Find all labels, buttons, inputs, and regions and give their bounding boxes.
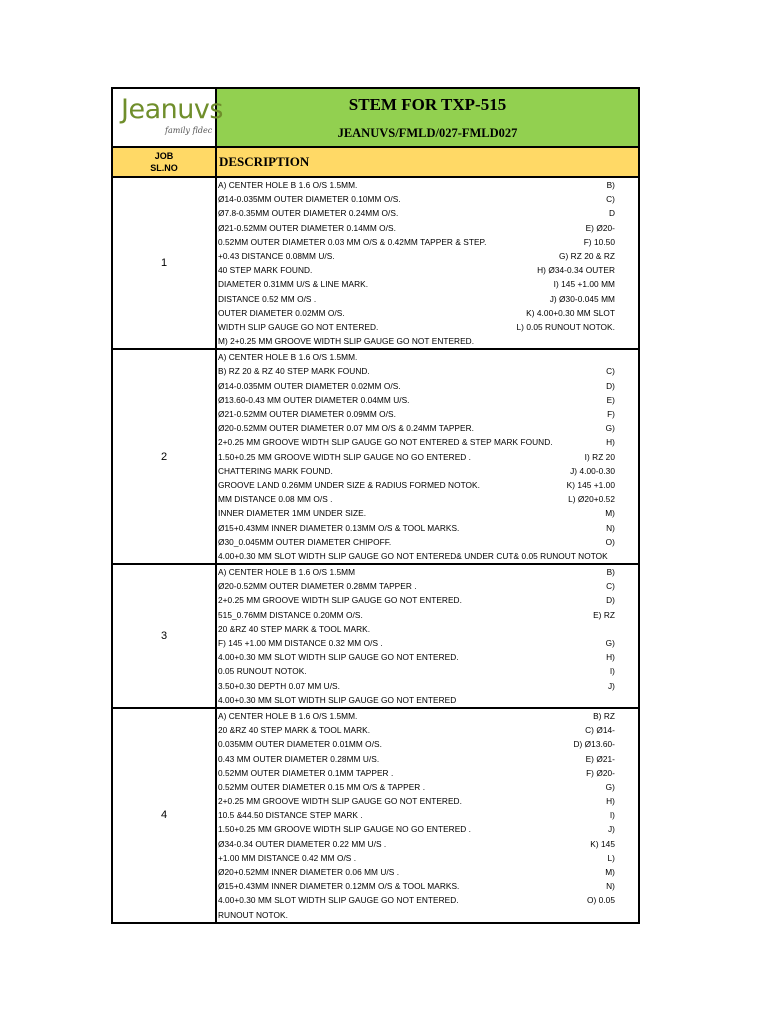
- document-code: JEANUVS/FMLD/027-FMLD027: [337, 126, 518, 140]
- description-text: F) 145 +1.00 MM DISTANCE 0.32 MM O/S .: [218, 638, 383, 648]
- description-line: [218, 549, 637, 563]
- description-line: [218, 879, 637, 893]
- column-header-row: [112, 147, 639, 177]
- description-text: +0.43 DISTANCE 0.08MM U/S.: [218, 250, 335, 261]
- description-text: A) CENTER HOLE B 1.6 O/S 1.5MM.: [218, 352, 358, 363]
- description-continuation: J): [607, 824, 615, 835]
- job-number: 1: [112, 177, 216, 349]
- description-continuation: E) Ø20-: [585, 222, 615, 233]
- description-line: [218, 277, 637, 291]
- description-line: [218, 506, 637, 520]
- description-continuation: [615, 622, 637, 636]
- description-continuation: D) Ø13.60-: [573, 739, 615, 750]
- description-text: 2+0.25 MM GROOVE WIDTH SLIP GAUGE GO NOT ENTERED & STEP MARK FOUND.: [218, 437, 553, 448]
- description-text: 0.43 MM OUTER DIAMETER 0.28MM U/S.: [218, 753, 380, 764]
- description-line: [218, 492, 637, 506]
- description-text: 20 &RZ 40 STEP MARK & TOOL MARK.: [218, 725, 371, 736]
- description-text: OUTER DIAMETER 0.02MM O/S.: [218, 307, 345, 318]
- description-text: Ø20+0.52MM INNER DIAMETER 0.06 MM U/S .: [218, 867, 400, 877]
- description-continuation: J) 4.00-0.30: [570, 465, 615, 476]
- description-line: [218, 579, 637, 593]
- description-continuation: E): [606, 394, 615, 405]
- description-line: [218, 450, 637, 464]
- description-text: 515_0.76MM DISTANCE 0.20MM O/S.: [218, 609, 363, 620]
- description-line: [218, 521, 637, 535]
- description-continuation: I): [609, 810, 615, 821]
- description-text: 4.00+0.30 MM SLOT WIDTH SLIP GAUGE GO NOT ENTERED.: [218, 652, 459, 663]
- description-continuation: K) 4.00+0.30 MM SLOT: [526, 307, 615, 318]
- description-continuation: D: [608, 208, 615, 219]
- description-line: [218, 206, 637, 220]
- description-line: [218, 893, 637, 907]
- description-line: [218, 865, 637, 879]
- description-line: [218, 235, 637, 249]
- description-continuation: H): [606, 437, 615, 448]
- description-text: 0.52MM OUTER DIAMETER 0.1MM TAPPER .: [218, 767, 394, 778]
- description-text: A) CENTER HOLE B 1.6 O/S 1.5MM.: [218, 180, 358, 190]
- description-continuation: B): [606, 180, 615, 190]
- description-text: 1.50+0.25 MM GROOVE WIDTH SLIP GAUGE NO GO ENTERED .: [218, 451, 472, 462]
- description-line: [218, 693, 637, 707]
- slno-header-line: SL.NO: [150, 163, 178, 173]
- description-continuation: C) Ø14-: [585, 725, 615, 736]
- description-continuation: C): [606, 581, 615, 592]
- description-cell: [216, 708, 639, 923]
- table-row: [112, 708, 639, 923]
- description-line: [218, 908, 637, 922]
- description-header: DESCRIPTION: [216, 147, 639, 177]
- description-line: [218, 723, 637, 737]
- description-continuation: I) 145 +1.00 MM: [553, 279, 615, 290]
- description-continuation: B): [606, 567, 615, 578]
- description-line: [218, 593, 637, 607]
- logo-tagline: family fldec: [165, 126, 213, 135]
- description-line: [218, 263, 637, 277]
- description-text: MM DISTANCE 0.08 MM O/S .: [218, 494, 333, 505]
- inspection-table: [111, 87, 640, 924]
- description-line: [218, 320, 637, 334]
- description-continuation: H): [606, 652, 615, 663]
- description-continuation: C): [606, 194, 615, 205]
- description-continuation: G) RZ 20 & RZ: [559, 250, 615, 261]
- description-text: 3.50+0.30 DEPTH 0.07 MM U/S.: [218, 680, 340, 691]
- description-text: 40 STEP MARK FOUND.: [218, 265, 313, 276]
- description-text: 2+0.25 MM GROOVE WIDTH SLIP GAUGE GO NOT ENTERED.: [218, 595, 462, 606]
- description-line: [218, 622, 637, 636]
- description-line: [218, 794, 637, 808]
- table-row: [112, 177, 639, 349]
- description-continuation: G): [605, 423, 615, 434]
- description-line: [218, 780, 637, 794]
- description-text: Ø30_0.045MM OUTER DIAMETER CHIPOFF.: [218, 536, 392, 547]
- description-line: [218, 421, 637, 435]
- description-text: GROOVE LAND 0.26MM UNDER SIZE & RADIUS FORMED NOTOK.: [218, 479, 480, 490]
- description-line: [218, 608, 637, 622]
- description-continuation: I) RZ 20: [584, 451, 615, 462]
- description-continuation: F): [607, 409, 615, 419]
- job-slno-header: [112, 147, 216, 177]
- job-number: 4: [112, 708, 216, 923]
- description-text: Ø14-0.035MM OUTER DIAMETER 0.02MM O/S.: [218, 380, 401, 391]
- description-continuation: D): [606, 380, 615, 391]
- description-line: [218, 249, 637, 263]
- description-text: Ø21-0.52MM OUTER DIAMETER 0.09MM O/S.: [218, 409, 396, 419]
- description-line: [218, 334, 637, 348]
- description-text: 1.50+0.25 MM GROOVE WIDTH SLIP GAUGE NO GO ENTERED .: [218, 824, 472, 835]
- description-text: 4.00+0.30 MM SLOT WIDTH SLIP GAUGE GO NOT ENTERED: [218, 694, 457, 705]
- description-line: [218, 221, 637, 235]
- description-line: [218, 766, 637, 780]
- description-line: [218, 350, 637, 364]
- description-line: [218, 822, 637, 836]
- description-line: [218, 808, 637, 822]
- description-continuation: [615, 350, 637, 364]
- logo-cell: [112, 88, 223, 147]
- job-number: 3: [112, 564, 216, 708]
- description-continuation: F) Ø20-: [586, 767, 615, 778]
- description-text: Ø13.60-0.43 MM OUTER DIAMETER 0.04MM U/S.: [218, 394, 410, 405]
- description-continuation: [615, 908, 637, 922]
- description-continuation: N): [606, 881, 615, 892]
- description-continuation: G): [605, 781, 615, 792]
- description-line: [218, 478, 637, 492]
- description-text: 4.00+0.30 MM SLOT WIDTH SLIP GAUGE GO NOT ENTERED.: [218, 895, 459, 906]
- description-continuation: E) Ø21-: [585, 753, 615, 764]
- description-text: Ø7.8-0.35MM OUTER DIAMETER 0.24MM O/S.: [218, 208, 399, 219]
- description-text: 10.5 &44.50 DISTANCE STEP MARK .: [218, 810, 363, 821]
- description-continuation: I): [609, 666, 615, 677]
- description-line: [218, 679, 637, 693]
- description-text: DIAMETER 0.31MM U/S & LINE MARK.: [218, 279, 369, 290]
- description-continuation: F) 10.50: [583, 236, 615, 247]
- description-line: [218, 837, 637, 851]
- description-continuation: L) Ø20+0.52: [568, 494, 615, 505]
- description-text: M) 2+0.25 MM GROOVE WIDTH SLIP GAUGE GO NOT ENTERED.: [218, 336, 475, 347]
- table-row: [112, 564, 639, 708]
- description-text: DISTANCE 0.52 MM O/S .: [218, 293, 317, 304]
- description-text: 0.52MM OUTER DIAMETER 0.03 MM O/S & 0.42MM TAPPER & STEP.: [218, 236, 487, 247]
- description-continuation: O) 0.05: [586, 895, 615, 906]
- description-cell: [216, 177, 639, 349]
- description-line: [218, 364, 637, 378]
- description-continuation: B) RZ: [593, 710, 615, 721]
- description-cell: [216, 349, 639, 564]
- description-continuation: J): [607, 680, 615, 691]
- description-text: 0.035MM OUTER DIAMETER 0.01MM O/S.: [218, 739, 382, 750]
- description-line: [218, 379, 637, 393]
- description-continuation: H): [606, 796, 615, 807]
- description-continuation: K) 145: [590, 838, 615, 849]
- description-continuation: D): [606, 595, 615, 606]
- description-line: [218, 393, 637, 407]
- description-continuation: J) Ø30-0.045 MM: [549, 293, 615, 304]
- logo-wordmark: Jeanuvs: [121, 94, 223, 125]
- description-line: [218, 650, 637, 664]
- description-continuation: O): [605, 536, 615, 547]
- description-continuation: M): [605, 867, 615, 877]
- description-text: Ø21-0.52MM OUTER DIAMETER 0.14MM O/S.: [218, 222, 396, 233]
- description-text: RUNOUT NOTOK.: [218, 909, 288, 920]
- description-line: [218, 709, 637, 723]
- description-text: Ø15+0.43MM INNER DIAMETER 0.12MM O/S & TOOL MARKS.: [218, 881, 460, 892]
- description-text: 2+0.25 MM GROOVE WIDTH SLIP GAUGE GO NOT ENTERED.: [218, 796, 462, 807]
- description-line: [218, 851, 637, 865]
- description-text: Ø15+0.43MM INNER DIAMETER 0.13MM O/S & TOOL MARKS.: [218, 522, 460, 533]
- document-title: STEM FOR TXP-515: [348, 95, 507, 114]
- description-text: Ø14-0.035MM OUTER DIAMETER 0.10MM O/S.: [218, 194, 401, 205]
- description-line: [218, 752, 637, 766]
- description-continuation: C): [606, 366, 615, 377]
- description-continuation: L): [607, 852, 615, 863]
- description-text: 4.00+0.30 MM SLOT WIDTH SLIP GAUGE GO NOT ENTERED& UNDER CUT& 0.05 RUNOUT NOTOK: [218, 550, 608, 561]
- description-continuation: N): [606, 522, 615, 533]
- description-continuation: [615, 334, 637, 348]
- description-line: [218, 464, 637, 478]
- description-line: [218, 407, 637, 421]
- company-logo: [113, 89, 223, 146]
- description-continuation: L) 0.05 RUNOUT NOTOK.: [516, 321, 615, 332]
- description-continuation: H) Ø34-0.34 OUTER: [537, 265, 615, 276]
- description-continuation: G): [605, 638, 615, 648]
- description-line: [218, 192, 637, 206]
- description-line: [218, 178, 637, 192]
- description-line: [218, 292, 637, 306]
- description-line: [218, 737, 637, 751]
- description-line: [218, 664, 637, 678]
- description-text: Ø20-0.52MM OUTER DIAMETER 0.28MM TAPPER .: [218, 581, 417, 592]
- description-text: INNER DIAMETER 1MM UNDER SIZE.: [218, 508, 367, 519]
- description-line: [218, 535, 637, 549]
- table-row: [112, 349, 639, 564]
- description-text: Ø34-0.34 OUTER DIAMETER 0.22 MM U/S .: [218, 838, 387, 849]
- description-continuation: E) RZ: [593, 609, 615, 620]
- description-line: [218, 636, 637, 650]
- description-text: +1.00 MM DISTANCE 0.42 MM O/S .: [218, 852, 357, 863]
- title-cell: [216, 88, 639, 147]
- description-cell: [216, 564, 639, 708]
- description-text: B) RZ 20 & RZ 40 STEP MARK FOUND.: [218, 366, 370, 377]
- job-header-line: JOB: [154, 151, 174, 161]
- description-text: CHATTERING MARK FOUND.: [218, 465, 333, 476]
- description-text: WIDTH SLIP GAUGE GO NOT ENTERED.: [218, 321, 379, 332]
- description-text: 0.52MM OUTER DIAMETER 0.15 MM O/S & TAPPER .: [218, 781, 426, 792]
- description-text: A) CENTER HOLE B 1.6 O/S 1.5MM.: [218, 710, 358, 721]
- description-continuation: [615, 549, 637, 563]
- title-row: [112, 88, 639, 147]
- description-text: 20 &RZ 40 STEP MARK & TOOL MARK.: [218, 623, 371, 634]
- description-continuation: K) 145 +1.00: [566, 479, 615, 490]
- description-continuation: [615, 693, 637, 707]
- inspection-sheet: [111, 87, 638, 924]
- description-text: 0.05 RUNOUT NOTOK.: [218, 666, 307, 677]
- job-number: 2: [112, 349, 216, 564]
- description-text: Ø20-0.52MM OUTER DIAMETER 0.07 MM O/S & 0.24MM TAPPER.: [218, 423, 474, 434]
- description-line: [218, 306, 637, 320]
- description-continuation: M): [605, 508, 615, 519]
- description-line: [218, 565, 637, 579]
- description-line: [218, 435, 637, 449]
- description-text: A) CENTER HOLE B 1.6 O/S 1.5MM: [218, 567, 356, 578]
